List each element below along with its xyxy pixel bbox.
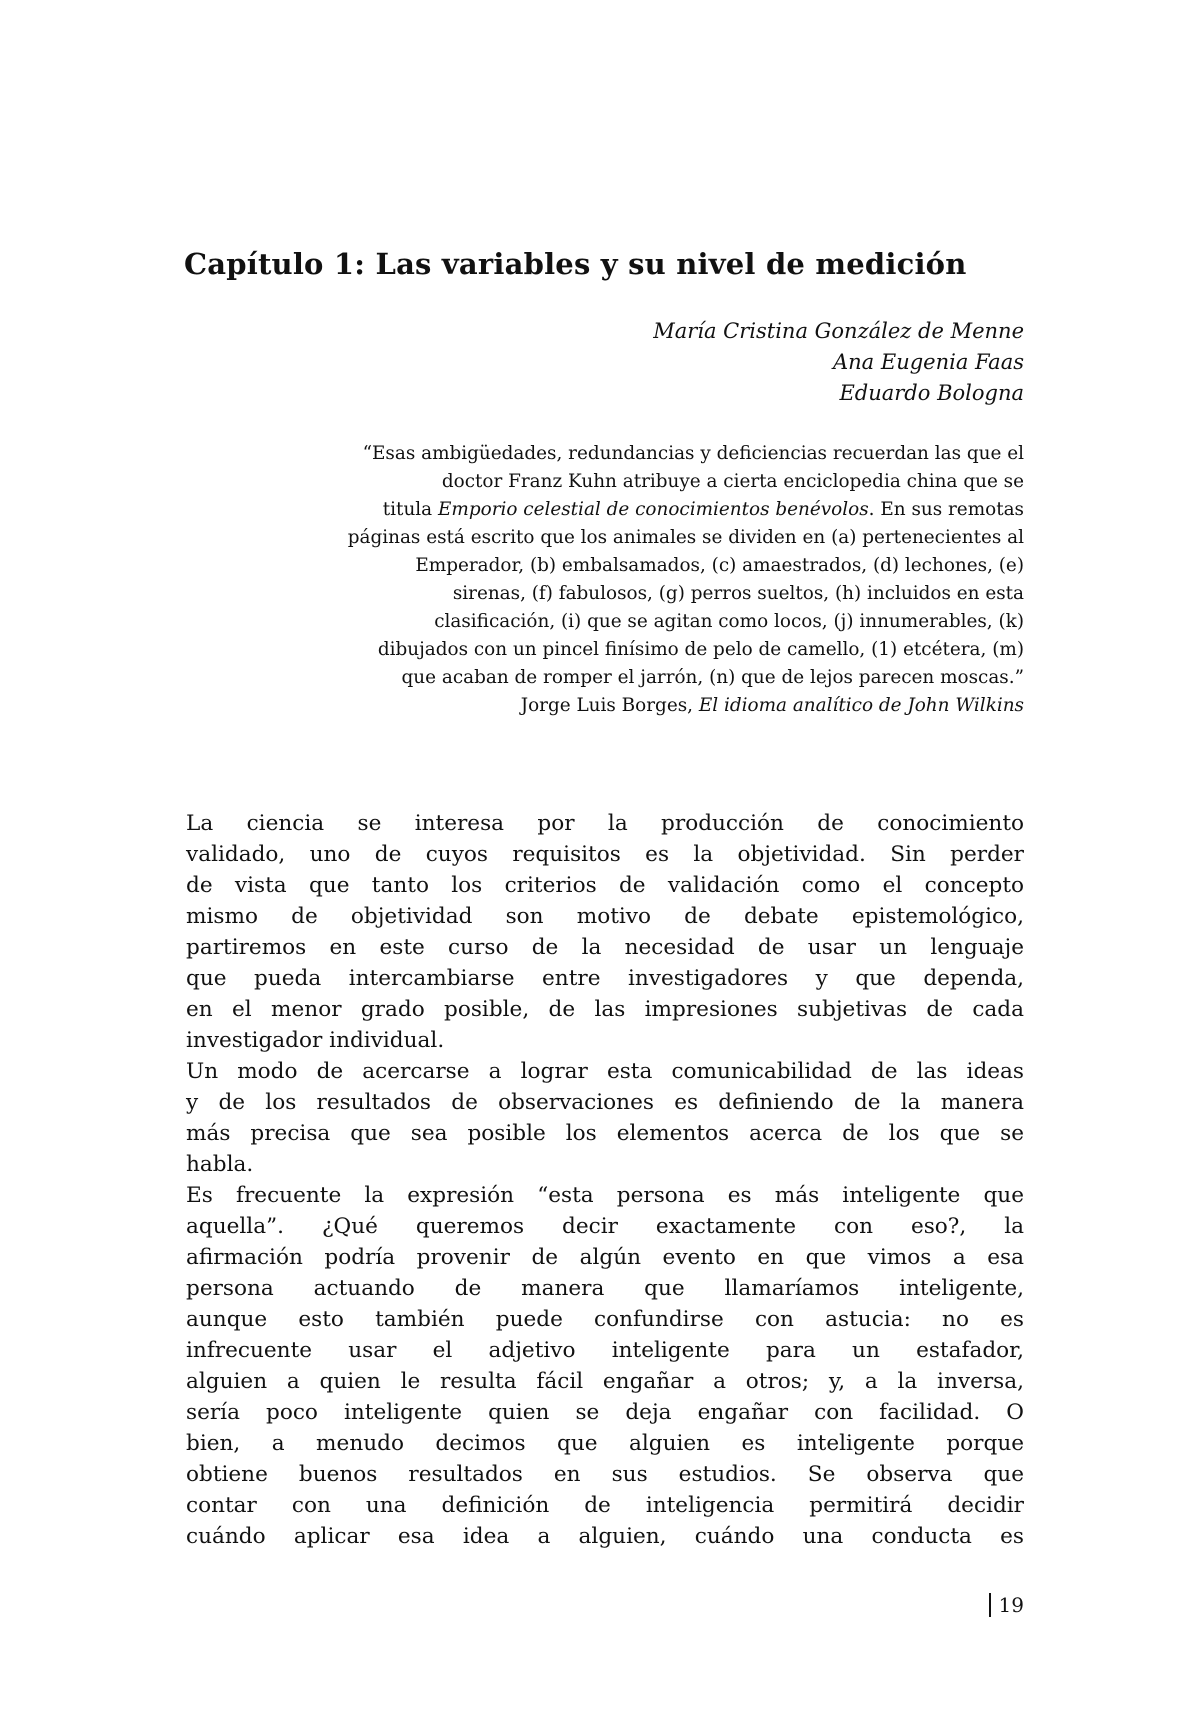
body-line: Es frecuente la expresión “esta persona es más inteligente que <box>186 1183 1024 1208</box>
body-line: mismo de objetividad son motivo de debate epistemológico, <box>186 904 1024 929</box>
body-line: y de los resultados de observaciones es definiendo de la manera <box>186 1090 1024 1115</box>
epigraph-text: que acaban de romper el jarrón, (n) que de lejos parecen moscas.” <box>401 667 1024 688</box>
body-line: cuándo aplicar esa idea a alguien, cuándo una conducta es <box>186 1524 1024 1549</box>
author-name: Ana Eugenia Faas <box>832 350 1024 374</box>
epigraph-line <box>144 524 1024 552</box>
epigraph-text: Emperador, (b) embalsamados, (c) amaestrados, (d) lechones, (e) <box>415 555 1024 576</box>
chapter-title: Capítulo 1: Las variables y su nivel de medición <box>184 247 967 281</box>
epigraph-line <box>144 440 1024 468</box>
epigraph-line <box>144 552 1024 580</box>
epigraph-text: dibujados con un pincel finísimo de pelo de camello, (1) etcétera, (m) <box>377 639 1024 660</box>
body-line: Un modo de acercarse a lograr esta comunicabilidad de las ideas <box>186 1059 1024 1084</box>
page-number-value: 19 <box>998 1593 1024 1617</box>
body-line: afirmación podría provenir de algún evento en que vimos a esa <box>186 1245 1024 1270</box>
author-list <box>653 316 1024 409</box>
epigraph-line <box>144 580 1024 608</box>
body-line: sería poco inteligente quien se deja engañar con facilidad. O <box>186 1400 1024 1425</box>
body-line: aunque esto también puede confundirse con astucia: no es <box>186 1307 1024 1332</box>
body-line: alguien a quien le resulta fácil engañar a otros; y, a la inversa, <box>186 1369 1024 1394</box>
body-line: en el menor grado posible, de las impresiones subjetivas de cada <box>186 997 1024 1022</box>
body-line: La ciencia se interesa por la producción de conocimiento <box>186 811 1024 836</box>
body-line: de vista que tanto los criterios de validación como el concepto <box>186 873 1024 898</box>
author-name: María Cristina González de Menne <box>653 319 1024 343</box>
body-line: persona actuando de manera que llamaríamos inteligente, <box>186 1276 1024 1301</box>
epigraph-text: titula <box>382 499 438 520</box>
epigraph-text: . En sus remotas <box>868 499 1024 520</box>
body-line: aquella”. ¿Qué queremos decir exactamente con eso?, la <box>186 1214 1024 1239</box>
body-line: habla. <box>186 1152 254 1177</box>
epigraph-text: páginas está escrito que los animales se dividen en (a) pertenecientes al <box>347 527 1024 548</box>
page-number <box>989 1592 1024 1618</box>
body-paragraphs <box>186 808 1024 1552</box>
epigraph-text: sirenas, (f) fabulosos, (g) perros sueltos, (h) incluidos en esta <box>452 583 1024 604</box>
body-line: infrecuente usar el adjetivo inteligente para un estafador, <box>186 1338 1024 1363</box>
epigraph-line <box>144 608 1024 636</box>
epigraph-text: doctor Franz Kuhn atribuye a cierta enciclopedia china que se <box>441 471 1024 492</box>
epigraph-text: Jorge Luis Borges, <box>520 695 699 716</box>
body-line: contar con una definición de inteligencia permitirá decidir <box>186 1493 1024 1518</box>
body-line: obtiene buenos resultados en sus estudios. Se observa que <box>186 1462 1024 1487</box>
body-line: que pueda intercambiarse entre investigadores y que dependa, <box>186 966 1024 991</box>
epigraph-quote <box>144 440 1024 720</box>
epigraph-line <box>144 636 1024 664</box>
author-name: Eduardo Bologna <box>839 381 1024 405</box>
epigraph-italic-title: El idioma analítico de John Wilkins <box>698 695 1024 716</box>
body-line: investigador individual. <box>186 1028 445 1053</box>
body-line: más precisa que sea posible los elementos acerca de los que se <box>186 1121 1024 1146</box>
epigraph-line <box>144 496 1024 524</box>
epigraph-text: clasificación, (i) que se agitan como locos, (j) innumerables, (k) <box>434 611 1024 632</box>
epigraph-line <box>144 468 1024 496</box>
epigraph-italic-title: Emporio celestial de conocimientos benévolos <box>437 499 869 520</box>
epigraph-attribution <box>144 692 1024 720</box>
page-number-divider <box>989 1593 991 1617</box>
epigraph-line <box>144 664 1024 692</box>
body-line: bien, a menudo decimos que alguien es inteligente porque <box>186 1431 1024 1456</box>
epigraph-text: “Esas ambigüedades, redundancias y deficiencias recuerdan las que el <box>362 443 1024 464</box>
body-line: partiremos en este curso de la necesidad de usar un lenguaje <box>186 935 1024 960</box>
body-line: validado, uno de cuyos requisitos es la objetividad. Sin perder <box>186 842 1024 867</box>
